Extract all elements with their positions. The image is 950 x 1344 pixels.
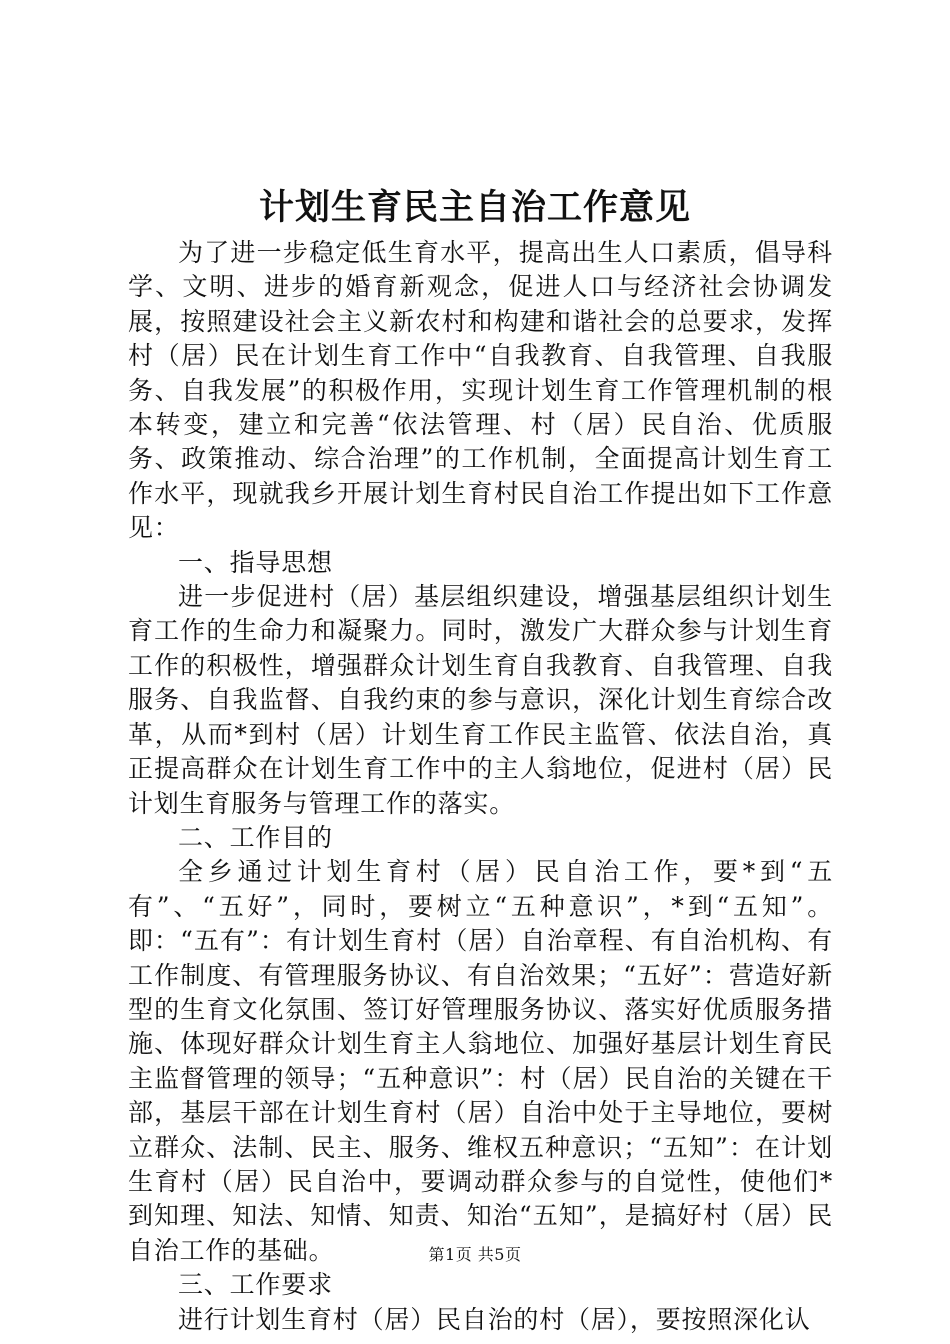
section-heading-work-purpose: 二、工作目的 xyxy=(178,822,333,852)
page-footer: 第1页 共5页 xyxy=(428,1245,522,1264)
section-heading-work-requirements: 三、工作要求 xyxy=(178,1270,333,1300)
work-purpose-paragraph: 全乡通过计划生育村（居）民自治工作，要*到“五有”、“五好”，同时，要树立“五种意识”，*到“五知”。即：“五有”：有计划生育村（居）自治章程、有自治机构、有工作制度、有管理服务协议、有自治效果；“五好”：营造好新型的生育文化氛围、签订好管理服务协议、落实好优质服务措施、体现好群众计划生育主人翁地位、加强好基层计划生育民主监督管理的领导；“五种意识”：村（居）民自治的关键在干部，基层干部在计划生育村（居）自治中处于主导地位，要树立群众、法制、民主、服务、维权五种意识；“五知”：在计划生育村（居）民自治中，要调动群众参与的自觉性，使他们*到知理、知法、知情、知责、知治“五知”，是搞好村（居）民自治工作的基础。 xyxy=(128,857,833,1265)
section-heading-guiding-ideology: 一、指导思想 xyxy=(178,547,333,577)
document-body xyxy=(128,236,833,1337)
work-requirements-paragraph: 进行计划生育村（居）民自治的村（居），要按照深化认 xyxy=(178,1304,811,1334)
intro-paragraph: 为了进一步稳定低生育水平，提高出生人口素质，倡导科学、文明、进步的婚育新观念，促进人口与经济社会协调发展，按照建设社会主义新农村和构建和谐社会的总要求，发挥村（居）民在计划生育工作中“自我教育、自我管理、自我服务、自我发展”的积极作用，实现计划生育工作管理机制的根本转变，建立和完善“依法管理、村（居）民自治、优质服务、政策推动、综合治理”的工作机制，全面提高计划生育工作水平，现就我乡开展计划生育村民自治工作提出如下工作意见： xyxy=(128,238,833,543)
document-title: 计划生育民主自治工作意见 xyxy=(258,187,691,228)
guiding-ideology-paragraph: 进一步促进村（居）基层组织建设，增强基层组织计划生育工作的生命力和凝聚力。同时，激发广大群众参与计划生育工作的积极性，增强群众计划生育自我教育、自我管理、自我服务、自我监督、自我约束的参与意识，深化计划生育综合改革，从而*到村（居）计划生育工作民主监管、依法自治，真正提高群众在计划生育工作中的主人翁地位，促进村（居）民计划生育服务与管理工作的落实。 xyxy=(128,582,833,818)
